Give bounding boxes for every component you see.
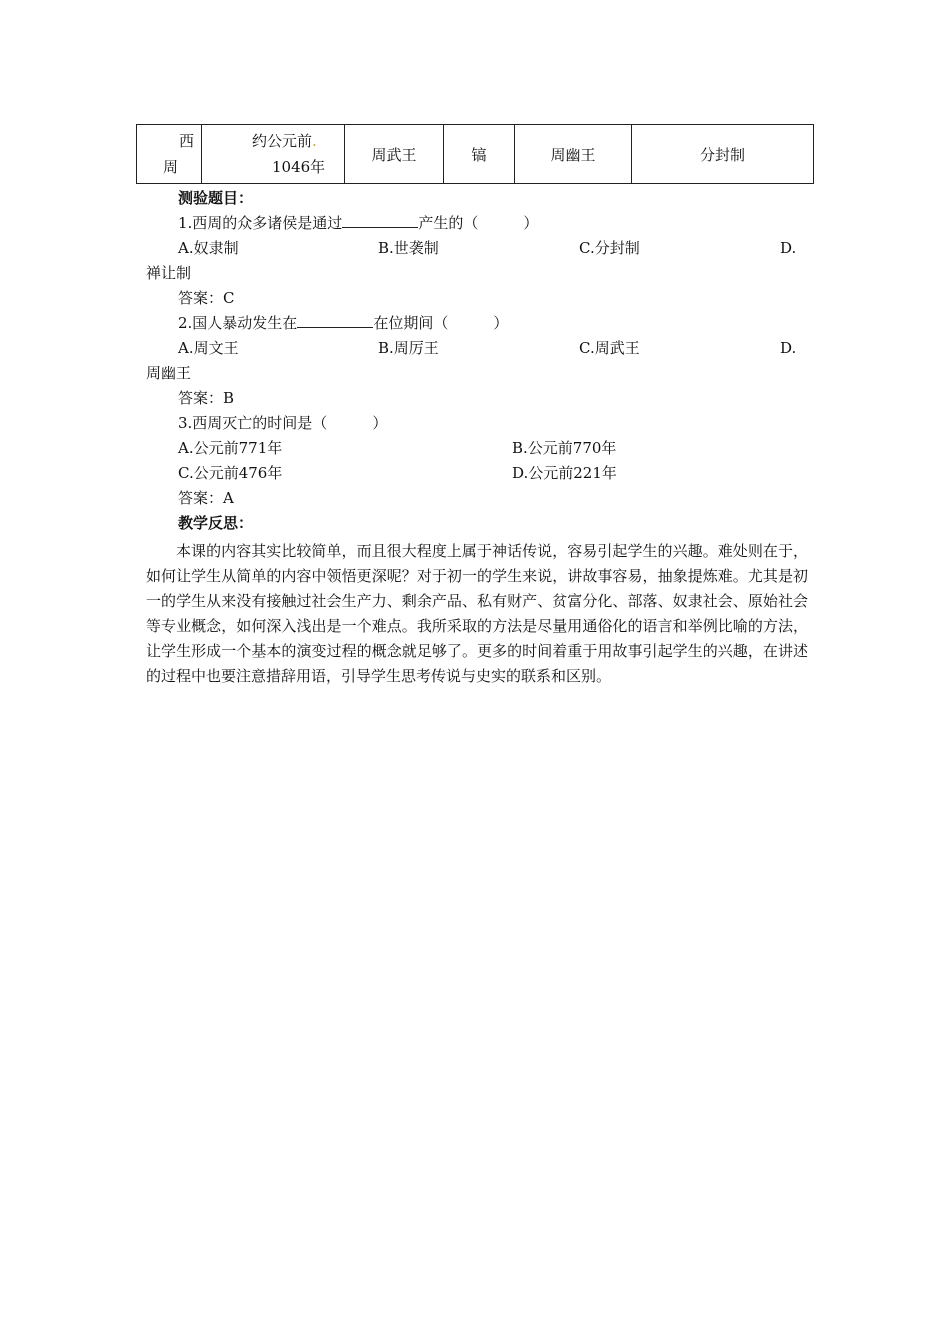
q3-answer: 答案：A bbox=[178, 489, 234, 507]
q1-option-d: D. bbox=[780, 239, 797, 257]
question-1: 1.西周的众多诸侯是通过 产生的（ ） bbox=[178, 214, 539, 232]
q2-option-a: A.周文王 bbox=[178, 339, 239, 357]
table-row bbox=[137, 125, 814, 184]
dynasty-line2: 周 bbox=[163, 158, 179, 176]
dynasty-table bbox=[136, 124, 814, 184]
quiz-heading: 测验题目： bbox=[178, 189, 254, 207]
system-cell: 分封制 bbox=[632, 125, 814, 184]
q1-option-c: C.分封制 bbox=[579, 239, 640, 257]
q3-option-d: D.公元前221年 bbox=[512, 464, 617, 482]
q1-answer: 答案：C bbox=[178, 289, 235, 307]
reflection-section bbox=[146, 539, 808, 689]
q2-option-d: D. bbox=[780, 339, 797, 357]
q2-option-c: C.周武王 bbox=[579, 339, 640, 357]
reflection-paragraph: 本课的内容其实比较简单，而且很大程度上属于神话传说，容易引起学生的兴趣。难处则在于，如何让学生从简单的内容中领悟更深呢？对于初一的学生来说，讲故事容易，抽象提炼难。尤其是初一的学生从来没有接触过社会生产力、剩余产品、私有财产、贫富分化、部落、奴隶社会、原始社会等专业概念，如何深入浅出是一个难点。我所采取的方法是尽量用通俗化的语言和举例比喻的方法，让学生形成一个基本的演变过程的概念就足够了。更多的时间着重于用故事引起学生的兴趣，在讲述的过程中也要注意措辞用语，引导学生思考传说与史实的联系和区别。 bbox=[146, 542, 808, 685]
edit-mark: . bbox=[312, 132, 317, 150]
time-cell bbox=[202, 125, 345, 184]
fill-blank bbox=[342, 213, 418, 228]
capital-cell: 镐 bbox=[444, 125, 515, 184]
founder-cell: 周武王 bbox=[345, 125, 444, 184]
q1-option-a: A.奴隶制 bbox=[178, 239, 239, 257]
time-line1: 约公元前. bbox=[252, 132, 317, 150]
reflection-heading: 教学反思： bbox=[178, 514, 254, 532]
q2-answer: 答案：B bbox=[178, 389, 235, 407]
q1-option-b: B.世袭制 bbox=[378, 239, 439, 257]
last-king-cell: 周幽王 bbox=[515, 125, 632, 184]
q3-option-a: A.公元前771年 bbox=[178, 439, 283, 457]
q3-option-c: C.公元前476年 bbox=[178, 464, 283, 482]
q2-option-b: B.周厉王 bbox=[378, 339, 439, 357]
dynasty-line1: 西 bbox=[179, 132, 195, 150]
q1-option-d-wrap: 禅让制 bbox=[146, 264, 192, 282]
fill-blank bbox=[297, 313, 373, 328]
question-2: 2.国人暴动发生在 在位期间（ ） bbox=[178, 314, 509, 332]
q2-option-d-wrap: 周幽王 bbox=[146, 364, 192, 382]
q3-option-b: B.公元前770年 bbox=[512, 439, 617, 457]
time-line2: 1046年 bbox=[272, 158, 326, 176]
dynasty-cell bbox=[137, 125, 202, 184]
question-3: 3.西周灭亡的时间是（ ） bbox=[178, 414, 388, 432]
